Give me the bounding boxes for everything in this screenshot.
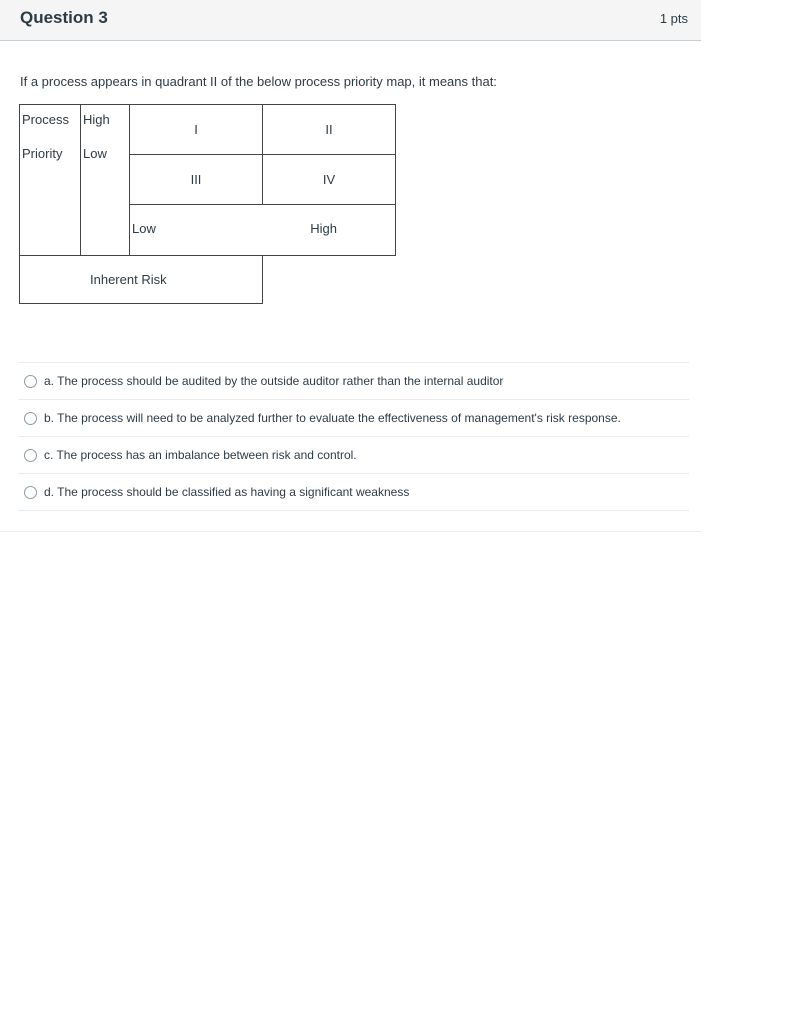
answer-label-d[interactable]: d. The process should be classified as having a significant weakness (44, 485, 410, 499)
quadrant-ii: II (263, 105, 396, 155)
answer-option-c[interactable] (18, 436, 689, 473)
answer-option-d[interactable] (18, 473, 689, 511)
radio-button-a[interactable] (24, 375, 37, 388)
high-label: High (83, 112, 110, 127)
inherent-risk-label: Inherent Risk (20, 256, 263, 304)
answer-label-a[interactable]: a. The process should be audited by the outside auditor rather than the internal auditor (44, 374, 504, 388)
process-priority-label-cell (20, 105, 81, 256)
process-priority-map (19, 104, 396, 304)
quadrant-iii: III (130, 155, 263, 205)
quadrant-iv: IV (263, 155, 396, 205)
question-text: If a process appears in quadrant II of the below process priority map, it means that: (20, 74, 497, 89)
quadrant-i: I (130, 105, 263, 155)
question-title: Question 3 (20, 8, 108, 27)
answer-option-a[interactable] (18, 362, 689, 399)
priority-label: Priority (22, 146, 63, 161)
answer-option-b[interactable] (18, 399, 689, 436)
axis-low-label: Low (132, 221, 156, 236)
axis-high-label: High (310, 221, 337, 236)
process-label: Process (22, 112, 69, 127)
radio-button-c[interactable] (24, 449, 37, 462)
low-label: Low (83, 146, 107, 161)
answer-label-c[interactable]: c. The process has an imbalance between risk and control. (44, 448, 357, 462)
high-low-label-cell (81, 105, 130, 256)
question-header (0, 0, 701, 41)
risk-axis-cell (130, 205, 396, 256)
radio-button-d[interactable] (24, 486, 37, 499)
radio-button-b[interactable] (24, 412, 37, 425)
answer-label-b[interactable]: b. The process will need to be analyzed further to evaluate the effectiveness of management's risk response. (44, 411, 621, 425)
question-bottom-divider (0, 531, 701, 532)
question-points: 1 pts (659, 11, 688, 26)
answer-list (0, 362, 701, 511)
